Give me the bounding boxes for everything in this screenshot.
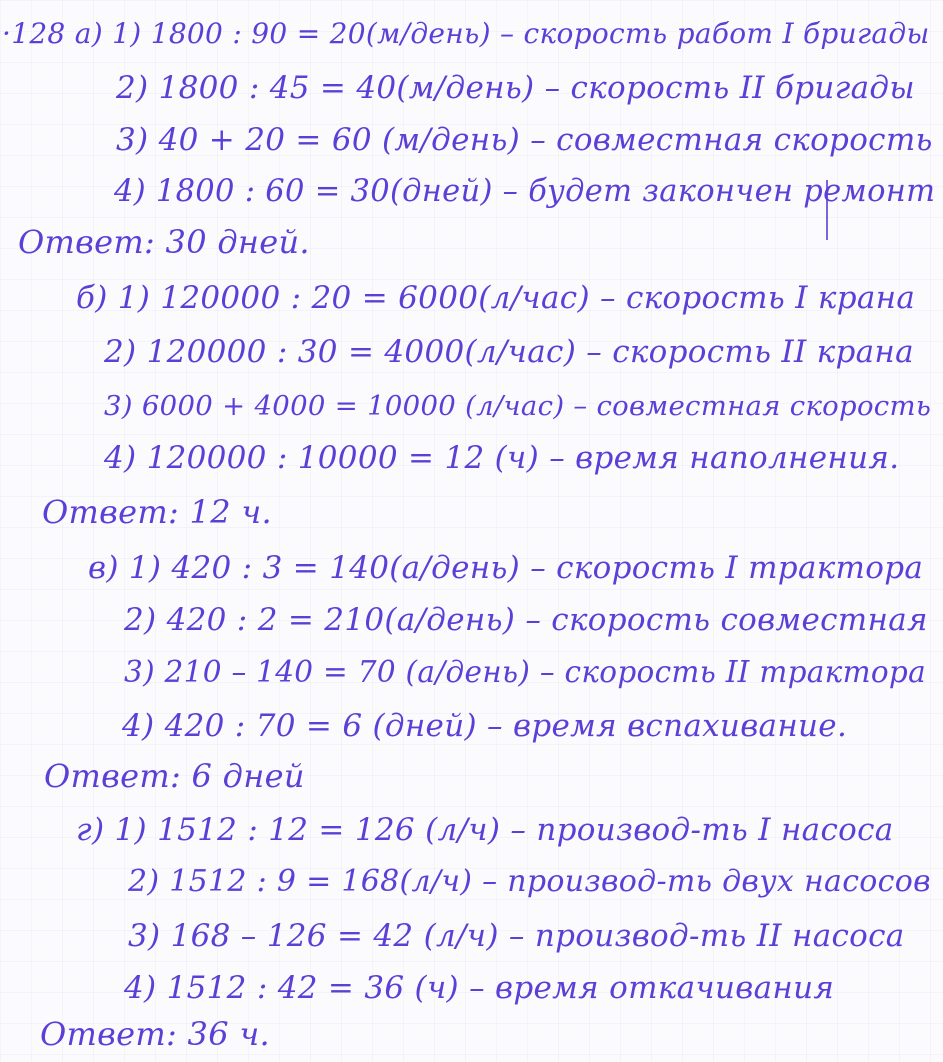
solution-d-step-2: 2) 1512 : 9 = 168(л/ч) – производ-ть двух насосов bbox=[128, 864, 931, 899]
solution-a-step-2: 2) 1800 : 45 = 40(м/день) – скорость II бригады bbox=[116, 70, 915, 106]
solution-d-step-3: 3) 168 – 126 = 42 (л/ч) – производ-ть II насоса bbox=[128, 918, 905, 954]
answer-b: Ответ: 12 ч. bbox=[42, 493, 273, 531]
solution-b-step-4: 4) 120000 : 10000 = 12 (ч) – время наполнения. bbox=[104, 440, 900, 476]
solution-c-step-4: 4) 420 : 70 = 6 (дней) – время вспахивание. bbox=[122, 708, 848, 744]
answer-a: Ответ: 30 дней. bbox=[18, 223, 310, 261]
solution-a-step-4: 4) 1800 : 60 = 30(дней) – будет закончен ремонт bbox=[114, 174, 936, 209]
solution-c-step-2: 2) 420 : 2 = 210(а/день) – скорость совместная bbox=[124, 602, 928, 638]
answer-d: Ответ: 36 ч. bbox=[40, 1015, 271, 1053]
solution-b-step-3: 3) 6000 + 4000 = 10000 (л/час) – совместная скорость bbox=[104, 390, 932, 422]
solution-d-step-1: г) 1) 1512 : 12 = 126 (л/ч) – производ-ть I насоса bbox=[76, 812, 894, 848]
solution-d-step-4: 4) 1512 : 42 = 36 (ч) – время откачивания bbox=[124, 970, 835, 1006]
solution-b-step-1: б) 1) 120000 : 20 = 6000(л/час) – скорость I крана bbox=[76, 280, 916, 316]
solution-c-step-1: в) 1) 420 : 3 = 140(а/день) – скорость I трактора bbox=[88, 550, 924, 586]
answer-c: Ответ: 6 дней bbox=[44, 757, 305, 795]
solution-b-step-2: 2) 120000 : 30 = 4000(л/час) – скорость II крана bbox=[104, 334, 914, 370]
solution-a-step-1: ·128 а) 1) 1800 : 90 = 20(м/день) – скорость работ I бригады bbox=[2, 17, 930, 50]
solution-a-step-3: 3) 40 + 20 = 60 (м/день) – совместная скорость bbox=[116, 122, 933, 158]
solution-c-step-3: 3) 210 – 140 = 70 (а/день) – скорость II трактора bbox=[124, 655, 926, 689]
